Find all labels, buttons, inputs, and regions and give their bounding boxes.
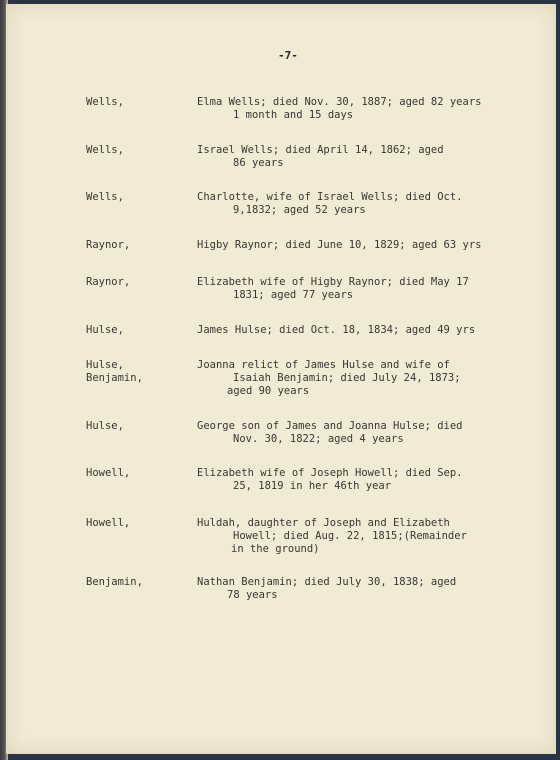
record-text: [197, 359, 542, 398]
record-text: [197, 517, 542, 556]
record-line: 1831; aged 77 years: [233, 289, 354, 301]
surname: Howell,: [86, 517, 131, 529]
record-text: [197, 420, 542, 446]
surname: Wells,: [86, 191, 124, 203]
record-line: Joanna relict of James Hulse and wife of: [197, 359, 450, 371]
record-line: Higby Raynor; died June 10, 1829; aged 63 yrs: [197, 239, 482, 251]
record-line: George son of James and Joanna Hulse; died: [197, 420, 463, 432]
record-line: 25, 1819 in her 46th year: [233, 480, 392, 492]
record-line: Elizabeth wife of Joseph Howell; died Sep.: [197, 467, 463, 479]
surname-column: [86, 324, 186, 337]
page-number: -7-: [278, 49, 298, 62]
record-line: 1 month and 15 days: [233, 109, 354, 121]
record-text: [197, 576, 542, 602]
surname: Wells,: [86, 96, 124, 108]
record-text: [197, 239, 542, 252]
surname-column: [86, 144, 186, 157]
surname: Hulse,: [86, 324, 124, 336]
surname: Wells,: [86, 144, 124, 156]
record-text: [197, 276, 542, 302]
record-line: Huldah, daughter of Joseph and Elizabeth: [197, 517, 450, 529]
surname: Benjamin,: [86, 576, 143, 588]
record-line: Charlotte, wife of Israel Wells; died Oct.: [197, 191, 463, 203]
record-text: [197, 144, 542, 170]
surname: Hulse,: [86, 359, 124, 371]
record-line: Nov. 30, 1822; aged 4 years: [233, 433, 404, 445]
surname-column: [86, 517, 186, 530]
record-text: [197, 191, 542, 217]
surname-column: [86, 276, 186, 289]
record-line: in the ground): [231, 543, 320, 555]
surname-column: [86, 239, 186, 252]
record-line: James Hulse; died Oct. 18, 1834; aged 49 yrs: [197, 324, 476, 336]
record-line: Elizabeth wife of Higby Raynor; died May 17: [197, 276, 469, 288]
record-line: 78 years: [227, 589, 278, 601]
record-line: Isaiah Benjamin; died July 24, 1873;: [233, 372, 461, 384]
surname-column: [86, 576, 186, 589]
surname-column: [86, 359, 186, 385]
record-line: Nathan Benjamin; died July 30, 1838; aged: [197, 576, 457, 588]
surname: Raynor,: [86, 276, 131, 288]
surname-column: [86, 96, 186, 109]
surname-column: [86, 191, 186, 204]
record-line: Israel Wells; died April 14, 1862; aged: [197, 144, 444, 156]
document-page: [6, 4, 556, 754]
record-text: [197, 96, 542, 122]
surname-column: [86, 467, 186, 480]
surname: Howell,: [86, 467, 131, 479]
record-line: 86 years: [233, 157, 284, 169]
surname: Raynor,: [86, 239, 131, 251]
record-text: [197, 324, 542, 337]
record-line: Elma Wells; died Nov. 30, 1887; aged 82 years: [197, 96, 482, 108]
record-line: 9,1832; aged 52 years: [233, 204, 366, 216]
record-text: [197, 467, 542, 493]
surname: Benjamin,: [86, 372, 143, 384]
surname: Hulse,: [86, 420, 124, 432]
record-line: aged 90 years: [227, 385, 310, 397]
record-line: Howell; died Aug. 22, 1815;(Remainder: [233, 530, 467, 542]
surname-column: [86, 420, 186, 433]
